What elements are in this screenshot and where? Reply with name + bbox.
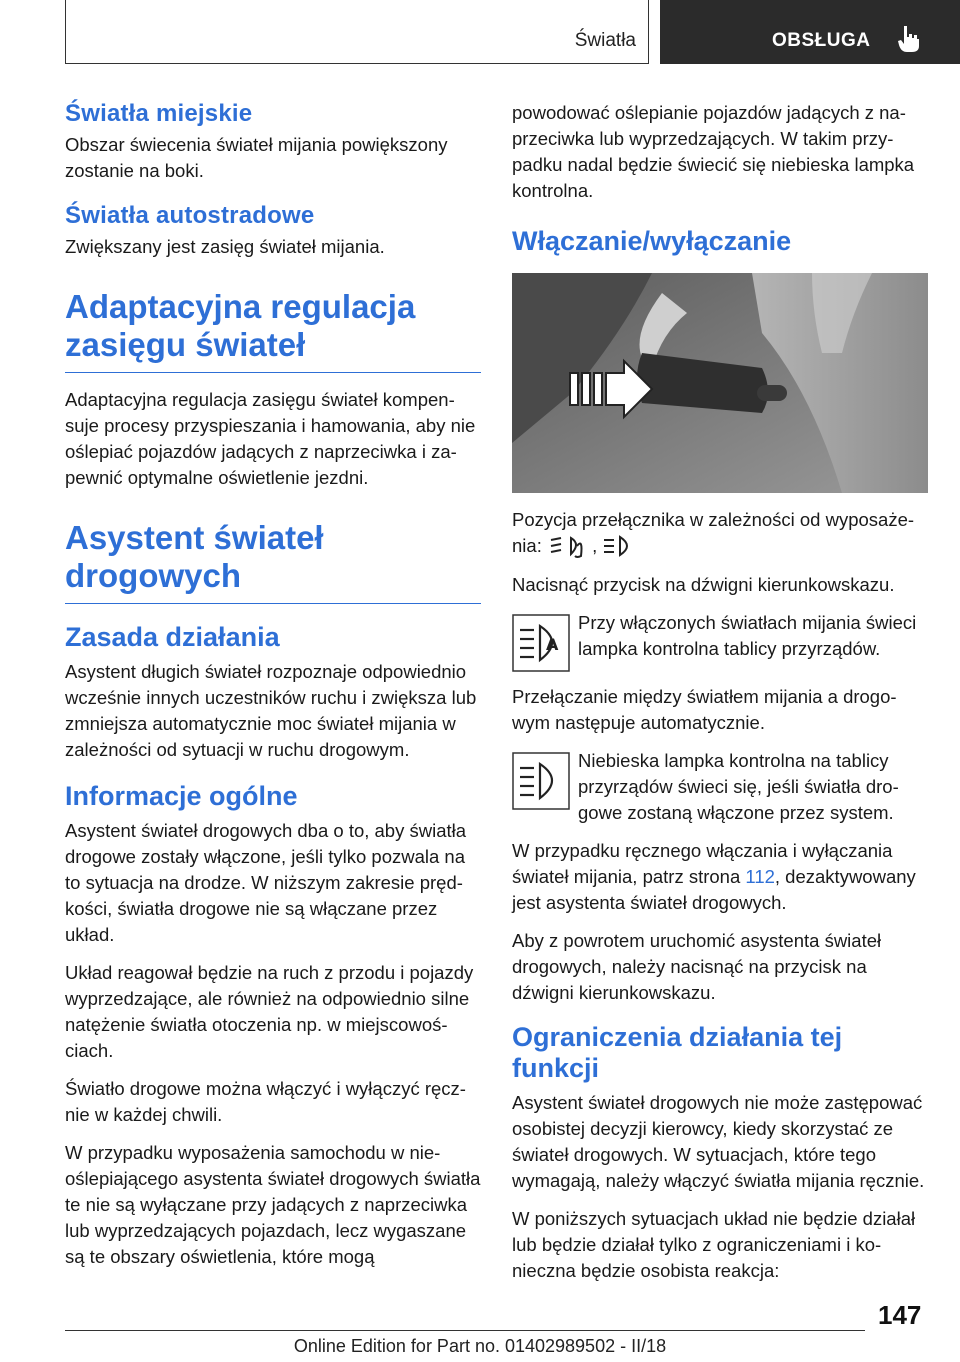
text-general-1: Asystent świateł drogowych dba o to, aby światła drogowe zostały włączone, jeśli tylko pozwala na to sytuacja na drodze. W niższym zakresie prędkości, światła drogowe nie są włączane przez układ. — [65, 820, 467, 945]
text-adaptive-range: Adaptacyjna regulacja zasięgu świateł kompensuje procesy przyspieszania i hamowania, aby nie oślepiać pojazdów jadących z naprzeciwka i zapewnić optymalne oświetlenie jezdni. — [65, 389, 476, 488]
text-manual-a: W przypadku ręcznego włączania i wyłączania świateł mijania, patrz strona — [512, 840, 893, 888]
page-reference-link[interactable]: 112 — [745, 866, 775, 888]
text-continuation: powodować oślepianie pojazdów jadących z naprzeciwka lub wyprzedzających. W takim przypadku nadal będzie świecić się niebieska lampka kontrolna. — [512, 102, 915, 201]
assist-indicator-icon — [512, 614, 570, 672]
note-indicator-assist — [512, 610, 928, 672]
hand-pointer-icon — [896, 24, 922, 54]
header-section-box — [65, 0, 649, 64]
text-general-2: Układ reagował będzie na ruch z przodu i pojazdy wyprzedzające, ale również na odpowiednio silne natężenie światła otoczenia np. w miejscowościach. — [65, 962, 474, 1061]
text-switch-position-label: Pozycja przełącznika w zależności od wyposażenia: — [512, 509, 915, 556]
text-indicator-assist: Przy włączonych światłach mijania świeci lampka kontrolna tablicy przyrządów. — [578, 612, 917, 660]
heading-on-off: Włączanie/wyłączanie — [512, 226, 792, 256]
page-number: 147 — [878, 1300, 922, 1330]
text-principle: Asystent długich świateł rozpoznaje odpowiednio wcześnie innych uczestników ruchu i zwiększa lub zmniejsza automatycznie moc świateł mijania w zależności od sytuacji w ruchu drogowym. — [65, 661, 477, 760]
left-column — [65, 100, 481, 1282]
text-switch-position — [512, 507, 928, 560]
text-manual-b: , dezaktywowany jest asystenta świateł drogowych. — [512, 866, 916, 914]
text-auto-switch: Przełączanie między światłem mijania a drogowym następuje automatycznie. — [512, 686, 897, 734]
text-limitations-2: W poniższych sytuacjach układ nie będzie działał lub będzie działał tylko z ograniczeniami i konieczna będzie osobista reakcja: — [512, 1208, 916, 1282]
heading-adaptive-range: Adaptacyjna regulacja zasięgu świateł — [65, 288, 481, 373]
high-beam-indicator-icon — [512, 752, 570, 810]
svg-text:A: A — [546, 635, 559, 655]
high-beam-assist-icon — [547, 534, 587, 560]
heading-principle: Zasada działania — [65, 622, 280, 652]
text-restart-assist: Aby z powrotem uruchomić asystenta świateł drogowych, należy nacisnąć na przycisk na dźwigni kierunkowskazu. — [512, 930, 882, 1004]
text-general-3: Światło drogowe można włączyć i wyłączyć ręcznie w każdej chwili. — [65, 1078, 466, 1125]
header-chapter-tab — [660, 0, 960, 64]
text-switch-position-sep: , — [592, 535, 598, 556]
text-motorway-lights: Zwiększany jest zasięg świateł mijania. — [65, 236, 385, 257]
text-general-4: W przypadku wyposażenia samochodu w nieoślepiającego asystenta świateł drogowych światła te nie są wyłączane przy jadących z naprzeciwka lub wyprzedzających pojazdach, lecz wygaszane są te obszary oświetlenia, które mogą — [65, 1142, 481, 1267]
right-column — [512, 100, 928, 1296]
heading-limitations: Ograniczenia działania tej funkcji — [512, 1022, 843, 1084]
heading-general-info: Informacje ogólne — [65, 781, 298, 811]
text-press-button: Nacisnąć przycisk na dźwigni kierunkowskazu. — [512, 574, 895, 596]
header-chapter-label: OBSŁUGA — [772, 30, 871, 51]
heading-city-lights: Światła miejskie — [65, 100, 253, 127]
text-indicator-high-beam: Niebieska lampka kontrolna na tablicy przyrządów świeci się, jeśli światła drogowe zostaną włączone przez system. — [578, 750, 899, 824]
stalk-photo — [512, 273, 928, 493]
text-limitations-1: Asystent świateł drogowych nie może zastępować osobistej decyzji kierowcy, kiedy skorzystać ze świateł drogowych. W sytuacjach, które tego wymagają, należy włączyć światła mijania ręcznie. — [512, 1092, 925, 1192]
heading-motorway-lights: Światła autostradowe — [65, 202, 315, 229]
header-section-title: Światła — [574, 30, 636, 51]
high-beam-icon — [602, 534, 636, 560]
heading-high-beam-assist: Asystent świateł drogowych — [65, 519, 481, 604]
text-manual-switching — [512, 838, 928, 916]
note-indicator-high-beam — [512, 748, 928, 826]
stalk-illustration — [512, 273, 928, 493]
footer-divider — [65, 1330, 865, 1331]
footer-edition: Online Edition for Part no. 01402989502 - II/18 — [293, 1336, 667, 1356]
text-city-lights: Obszar świecenia świateł mijania powiększony zostanie na boki. — [65, 134, 448, 181]
